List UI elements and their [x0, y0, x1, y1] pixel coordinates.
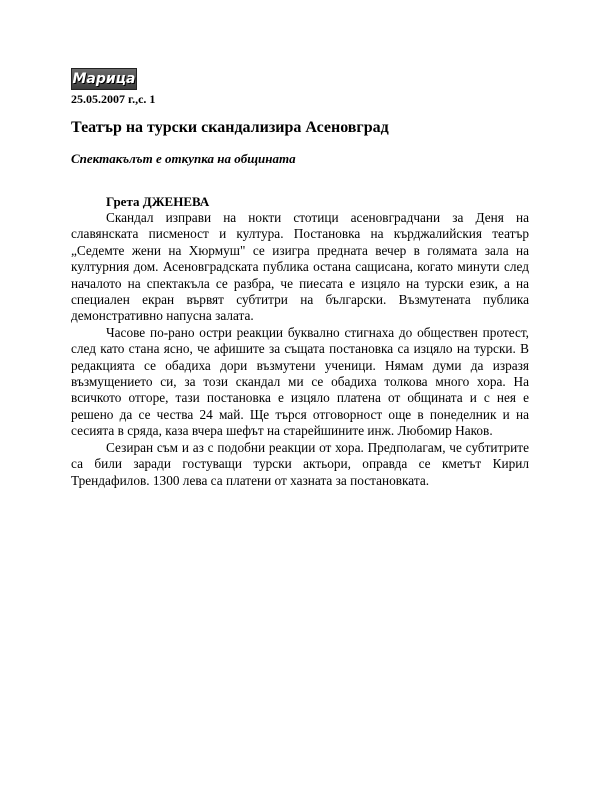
article-author: Грета ДЖЕНЕВА	[106, 194, 210, 209]
newspaper-logo-text: Марица	[72, 71, 136, 87]
article-paragraph: Скандал изправи на нокти стотици асеновградчани за Деня на славянската писменост и култура. Постановка на кърджалийския театър „Седемте жени на Хюрмуш" се изигра предната вечер в голямата зала на културния дом. Асеновградската публика остана сащисана, когато минути след началото на спектакъла се разбра, че пиесата е изцяло на турски език, а на специален екран вървят субтитри на български. Възмутената публика демонстративно напусна залата.	[71, 210, 529, 324]
article-body	[71, 210, 529, 489]
article-paragraph: Часове по-рано остри реакции буквално стигнаха до обществен протест, след като стана ясно, че афишите за същата постановка са изцяло на турски. В редакцията се обадиха дори възмутени ученици. Нямам думи да изразя възмущението си, за този скандал ми се обадиха толкова много хора. На всичкото отгоре, тази постановка е изцяло платена от общината и с нея е решено да се чества 24 май. Ще търся отговорност още в понеделник и на сесията в сряда, каза вчера шефът на старейшините инж. Любомир Наков.	[71, 324, 529, 439]
newspaper-logo	[71, 68, 137, 90]
article-subheadline: Спектакълът е откупка на общината	[71, 151, 296, 166]
publication-dateline: 25.05.2007 г.,с. 1	[71, 92, 156, 106]
article-paragraph: Сезиран съм и аз с подобни реакции от хора. Предполагам, че субтитрите са били заради гостуващи турски актьори, оправда се кметът Кирил Трендафилов. 1300 лева са платени от хазната за постановката.	[71, 439, 529, 488]
article-headline: Театър на турски скандализира Асеновград	[71, 119, 389, 136]
